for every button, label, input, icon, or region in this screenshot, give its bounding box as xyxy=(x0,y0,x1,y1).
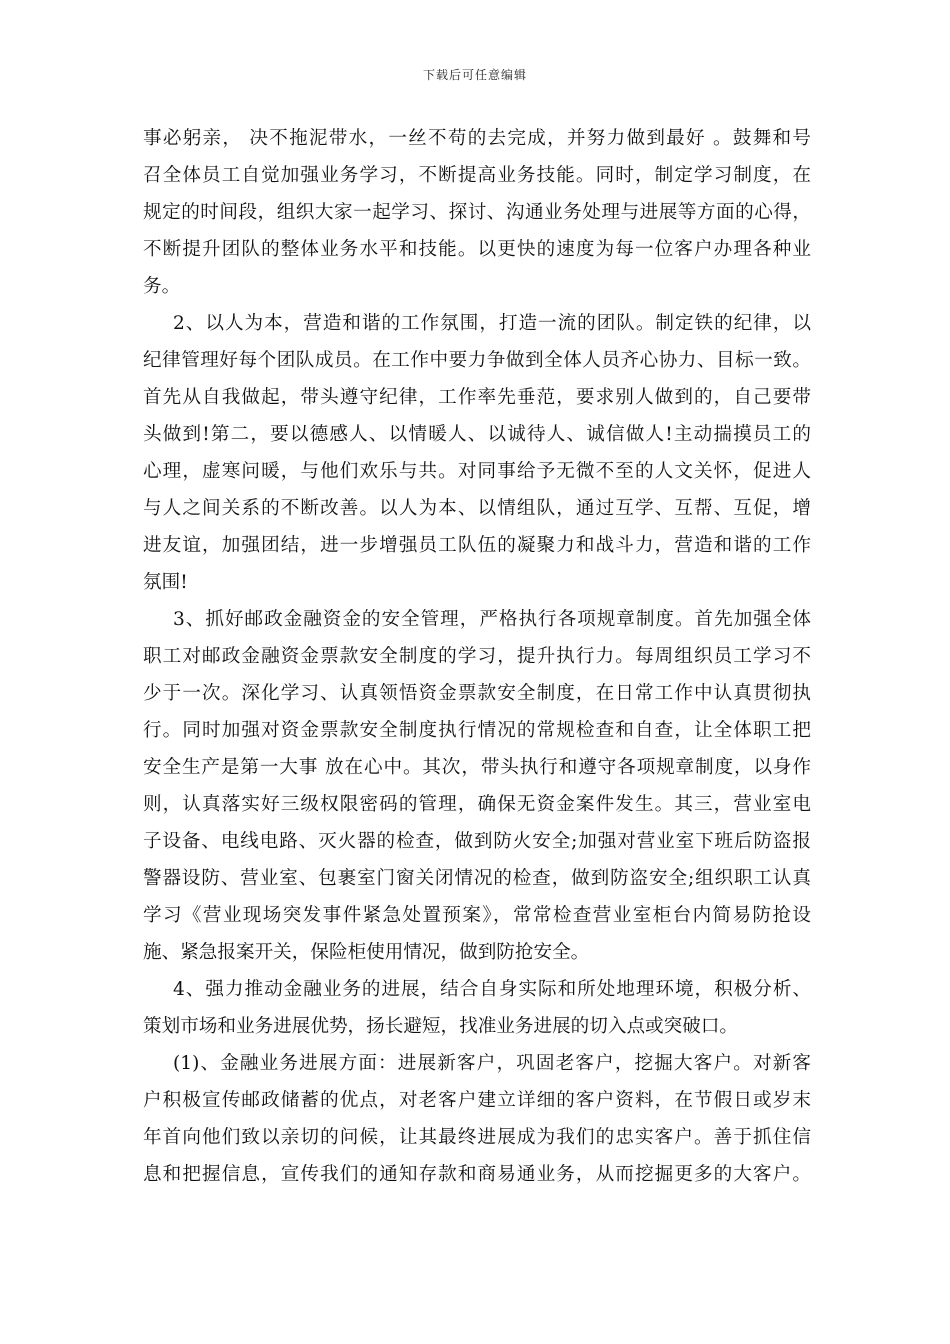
page-header: 下载后可任意编辑 xyxy=(422,68,527,82)
text-line: 规定的时间段，组织大家一起学习、探讨、沟通业务处理与进展等方面的心得， xyxy=(143,202,811,223)
text-line: 策划市场和业务进展优势，扬长避短，找准业务进展的切入点或突破口。 xyxy=(143,1016,739,1037)
text-line: 警器设防、营业室、包裹室门窗关闭情况的检查，做到防盗安全;组织职工认真 xyxy=(143,868,811,889)
text-line: 子设备、电线电路、灭火器的检查，做到防火安全;加强对营业室下班后防盗报 xyxy=(143,831,811,852)
text-line: 头做到!第二，要以德感人、以情暖人、以诚待人、诚信做人!主动揣摸员工的 xyxy=(143,424,811,445)
text-line: 息和把握信息，宣传我们的通知存款和商易通业务，从而挖掘更多的大客户。 xyxy=(143,1164,811,1185)
text-line: (1)、金融业务进展方面：进展新客户，巩固老客户，挖掘大客户。对新客 xyxy=(173,1053,811,1074)
text-line: 2、以人为本，营造和谐的工作氛围，打造一流的团队。制定铁的纪律，以 xyxy=(173,313,811,334)
text-line: 行。同时加强对资金票款安全制度执行情况的常规检查和自查，让全体职工把 xyxy=(143,720,811,741)
text-line: 少于一次。深化学习、认真领悟资金票款安全制度，在日常工作中认真贯彻执 xyxy=(143,683,811,704)
text-line: 进友谊，加强团结，进一步增强员工队伍的凝聚力和战斗力，营造和谐的工作 xyxy=(143,535,811,556)
text-line: 4、强力推动金融业务的进展，结合自身实际和所处地理环境，积极分析、 xyxy=(173,979,811,1000)
text-line: 3、抓好邮政金融资金的安全管理，严格执行各项规章制度。首先加强全体 xyxy=(173,609,811,630)
text-line: 务。 xyxy=(143,276,181,297)
text-line: 则，认真落实好三级权限密码的管理，确保无资金案件发生。其三，营业室电 xyxy=(143,794,811,815)
text-line: 年首向他们致以亲切的问候，让其最终进展成为我们的忠实客户。善于抓住信 xyxy=(143,1127,811,1148)
text-line: 召全体员工自觉加强业务学习，不断提高业务技能。同时，制定学习制度，在 xyxy=(143,165,811,186)
text-line: 安全生产是第一大事 放在心中。其次，带头执行和遵守各项规章制度，以身作 xyxy=(143,757,811,778)
text-line: 事必躬亲， 决不拖泥带水，一丝不苟的去完成，并努力做到最好 。鼓舞和号 xyxy=(143,128,811,149)
text-line: 学习《营业现场突发事件紧急处置预案》，常常检查营业室柜台内简易防抢设 xyxy=(143,905,811,926)
text-line: 氛围! xyxy=(143,572,188,593)
text-line: 首先从自我做起，带头遵守纪律，工作率先垂范，要求别人做到的，自己要带 xyxy=(143,387,811,408)
text-line: 纪律管理好每个团队成员。在工作中要力争做到全体人员齐心协力、目标一致。 xyxy=(143,350,811,371)
text-line: 不断提升团队的整体业务水平和技能。以更快的速度为每一位客户办理各种业 xyxy=(143,239,811,260)
text-line: 户积极宣传邮政储蓄的优点，对老客户建立详细的客户资料，在节假日或岁末 xyxy=(143,1090,811,1111)
text-line: 心理，虚寒问暖，与他们欢乐与共。对同事给予无微不至的人文关怀，促进人 xyxy=(143,461,811,482)
text-line: 与人之间关系的不断改善。以人为本、以情组队，通过互学、互帮、互促，增 xyxy=(143,498,811,519)
document-body xyxy=(143,120,811,1193)
text-line: 施、紧急报案开关，保险柜使用情况，做到防抢安全。 xyxy=(143,942,590,963)
text-line: 职工对邮政金融资金票款安全制度的学习，提升执行力。每周组织员工学习不 xyxy=(143,646,811,667)
